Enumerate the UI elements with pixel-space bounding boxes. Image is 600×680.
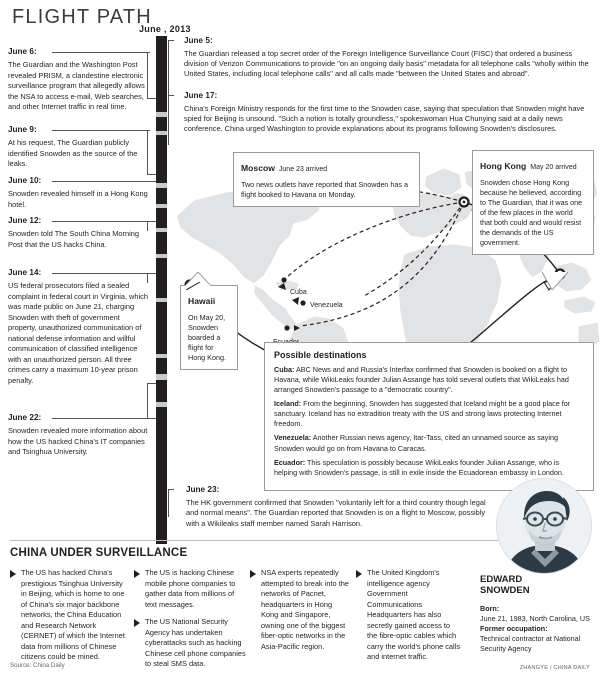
callout-tail-hongkong [542, 272, 568, 290]
timeline-segment [156, 208, 167, 228]
bullet-column-2 [134, 568, 246, 677]
profile-name-line2: SNOWDEN [480, 585, 530, 597]
entry-body: Snowden revealed himself in a Hong Kong hotel. [8, 189, 148, 209]
timeline-entry-june-23 [186, 485, 486, 529]
timeline-segment [156, 258, 167, 298]
portrait-illustration [497, 479, 592, 574]
connector-line [168, 40, 174, 98]
profile-name-line1: EDWARD [480, 574, 523, 585]
profile-occupation-value: Technical contractor at National Security Agency [480, 634, 581, 654]
callout-title: Hong Kong [480, 161, 527, 171]
bullet-column-4 [356, 568, 462, 670]
timeline-segment [156, 302, 167, 354]
entry-date: June 23: [186, 485, 220, 494]
callout-leader-hawaii [186, 282, 202, 290]
map-label-venezuela: Venezuela [310, 302, 343, 309]
timeline-segment [156, 188, 167, 204]
callout-body: Two news outlets have reported that Snowden has a flight booked to Havana on Monday. [241, 180, 409, 199]
map-label-cuba: Cuba [290, 289, 307, 296]
connector-line [147, 52, 148, 98]
entry-body: Snowden told The South China Morning Post that the US hacks China. [8, 229, 139, 249]
entry-body: At his request, The Guardian publicly identified Snowden as the source of the leaks. [8, 138, 138, 169]
connector-line [147, 221, 148, 231]
bullet-text: NSA experts repeatedly attempted to break into the networks of Pacnet, headquarters in Hong Kong and Singapore, owning one of the biggest fiber-optic networks in the Asia-Pacific region. [261, 568, 349, 651]
callout-body: Snowden chose Hong Kong because he believed, according to The Guardian, that it was one of the few places in the world that both could and would resist the demands of the US government. [480, 178, 583, 247]
callout-hongkong [472, 150, 594, 255]
timeline-segment [156, 358, 167, 374]
entry-date: June 12: [8, 216, 148, 227]
callout-moscow [233, 152, 420, 207]
connector-line [147, 273, 148, 283]
profile-details [480, 604, 596, 654]
triangle-bullet-icon [250, 570, 256, 578]
destination-text: ABC News and and Russia's Interfax confirmed that Snowden is booked on a flight to Havana, while WikiLeaks founder Julian Assange has told several outlets that WikiLeaks had arranged Snowden's passage to a "democratic country". [274, 365, 569, 395]
entry-body: The HK government confirmed that Snowden "voluntarily left for a third country though legal and normal means". The Guardian reported that Snowden is on a flight to Moscow, possibly with a Wikileaks staff member named Sarah Harrison. [186, 498, 486, 528]
destination-place: Venezuela: [274, 433, 312, 443]
triangle-bullet-icon [134, 619, 140, 627]
timeline-segment [156, 117, 167, 131]
bullet-item [134, 568, 246, 610]
timeline-entry-june-22 [8, 413, 148, 458]
destination-text: From the beginning, Snowden has suggested that Iceland might be a good place for sanctuary. Iceland has no extradition treaty with the US and strong laws protecting Internet freedom. [274, 399, 571, 429]
callout-title: Hawaii [188, 296, 216, 306]
entry-body: China's Foreign Ministry responds for the first time to the Snowden case, saying that speculation that Snowden might have spied for Beijing is unsound. "Such a notion is totally groundless," spokeswoman Hua Chunying said at a daily news conference. China urged Washington to provide explanations about its programs following Snowden's disclosures. [184, 104, 585, 134]
connector-line [147, 383, 156, 384]
bullet-text: The US National Security Agency has undertaken cyberattacks such as hacking Chinese cell phone companies to steal SMS data. [145, 617, 246, 669]
connector-line [147, 273, 156, 274]
destination-place: Cuba: [274, 365, 295, 374]
connector-line [147, 383, 148, 418]
entry-date: June 9: [8, 125, 148, 136]
destination-item-iceland [274, 399, 584, 429]
entry-date: June 10: [8, 176, 148, 187]
bullet-text: The United Kingdom's intelligence agency Government Communications Headquarters has also secretly gained access to the fibre-optic cables which carry the world's phone calls and internet traffic. [367, 568, 461, 662]
timeline-segment [156, 36, 167, 112]
bullet-item [10, 568, 128, 663]
callout-subtitle: May 20 arrived [530, 164, 577, 171]
timeline-entry-june-9 [8, 125, 148, 170]
destination-place: Iceland: [274, 399, 302, 409]
triangle-bullet-icon [134, 570, 140, 578]
destinations-heading: Possible destinations [274, 350, 367, 360]
map-node-moscow-dot [463, 201, 466, 204]
connector-line [147, 181, 156, 182]
bullet-text: The US is hacking Chinese mobile phone companies to gather data from millions of text messages. [145, 568, 236, 609]
bullet-text: The US has hacked China's prestigious Tsinghua University in Beijing, which is home to one of China's six major backbone networks, the China Education and Research Network (CERNET) of which the Internet data from millions of Chinese citizens could be mined. [21, 568, 125, 662]
avatar [496, 478, 592, 574]
destination-text: Another Russian news agency, Itar-Tass, cited an unnamed source as saying Snowden would go on from Havana to Caracas. [274, 433, 558, 453]
callout-heading-row [241, 158, 412, 176]
connector-line [147, 221, 156, 222]
timeline-entry-june-12 [8, 216, 148, 250]
source-note: Source: China Daily [10, 662, 65, 669]
profile-born-value: June 21, 1983, North Carolina, US [480, 614, 590, 624]
bullet-column-1 [10, 568, 128, 670]
timeline-segment [156, 135, 167, 183]
credit-note: ZHANGYE / CHINA DAILY [519, 665, 590, 671]
entry-date: June 22: [8, 413, 148, 424]
timeline-entry-june-10 [8, 176, 148, 210]
entry-date: June 17: [184, 91, 218, 100]
callout-heading-row [480, 156, 586, 174]
destination-item-venezuela [274, 433, 584, 453]
callout-body: On May 20, Snowden boarded a flight for Hong Kong. [188, 313, 226, 362]
entry-body: Snowden revealed more information about how the US hacked China's IT companies and Tsinghua University. [8, 426, 148, 457]
connector-line [147, 418, 156, 419]
bullet-column-3 [250, 568, 350, 659]
map-node-cuba [281, 277, 286, 282]
connector-line [168, 95, 174, 145]
connector-line [147, 130, 148, 174]
connector-line [147, 98, 156, 99]
profile-name [480, 574, 530, 596]
timeline-entry-june-5 [184, 36, 592, 80]
triangle-bullet-icon [356, 570, 362, 578]
section-title-china-surveillance: CHINA UNDER SURVEILLANCE [10, 547, 188, 559]
triangle-bullet-icon [10, 570, 16, 578]
profile-born-label: Born: [480, 604, 500, 613]
callout-heading-row [188, 291, 230, 309]
entry-body: The Guardian and the Washington Post revealed PRISM, a clandestine electronic surveillance program that allegedly allows the NSA to access e-mail, Web searches, and other Internet traffic in real time. [8, 60, 145, 112]
map-node-ecuador [284, 325, 289, 330]
entry-body: US federal prosecutors filed a sealed complaint in federal court in Virginia, which was made public on June 21, charging Snowden with theft of government property, unauthorized communication of national defense information and willful communication of classified intelligence with an unauthorized person. All three crimes carry a maximum 10-year prison penalty. [8, 281, 148, 385]
callout-subtitle: June 23 arrived [278, 166, 328, 173]
connector-line [168, 489, 174, 517]
page-title: FLIGHT PATH [12, 6, 152, 28]
bullet-item [356, 568, 462, 663]
timeline-entry-june-6 [8, 47, 148, 113]
destination-item-ecuador [274, 458, 584, 478]
destination-text: This speculation is possibly because WikiLeaks founder Julian Assange, who is helping with Snowden's passage, is still in exile inside the Ecuadorean embassy in London. [274, 457, 564, 477]
entry-date: June 6: [8, 47, 148, 58]
timeline-segment [156, 232, 167, 254]
entry-body: The Guardian released a top secret order of the Foreign Intelligence Surveillance Court (FISC) that ordered a business division of Verizon Communications to provide "on an ongoing daily basis" metadata for all telephone calls "wholly within the United States, including local telephone calls" and all calls made "between the United States and abroad". [184, 49, 589, 79]
callout-title: Moscow [241, 163, 275, 173]
possible-destinations-box [264, 342, 594, 491]
entry-date: June 14: [8, 268, 148, 279]
map-node-venezuela [300, 300, 305, 305]
timeline-segment [156, 380, 167, 402]
callout-hawaii [180, 285, 238, 370]
connector-line [147, 174, 156, 175]
month-label: June , 2013 [139, 24, 191, 34]
destination-item-cuba [274, 365, 584, 395]
map-arrow-venezuela [292, 297, 299, 305]
bullet-item [134, 617, 246, 670]
destination-place: Ecuador: [274, 457, 306, 467]
profile-occupation-label: Former occupation: [480, 624, 548, 634]
timeline-bar [156, 36, 167, 544]
timeline-entry-june-17 [184, 91, 592, 135]
timeline-segment [156, 407, 167, 544]
entry-date: June 5: [184, 36, 213, 45]
timeline-entry-june-14 [8, 268, 148, 386]
bullet-item [250, 568, 350, 652]
